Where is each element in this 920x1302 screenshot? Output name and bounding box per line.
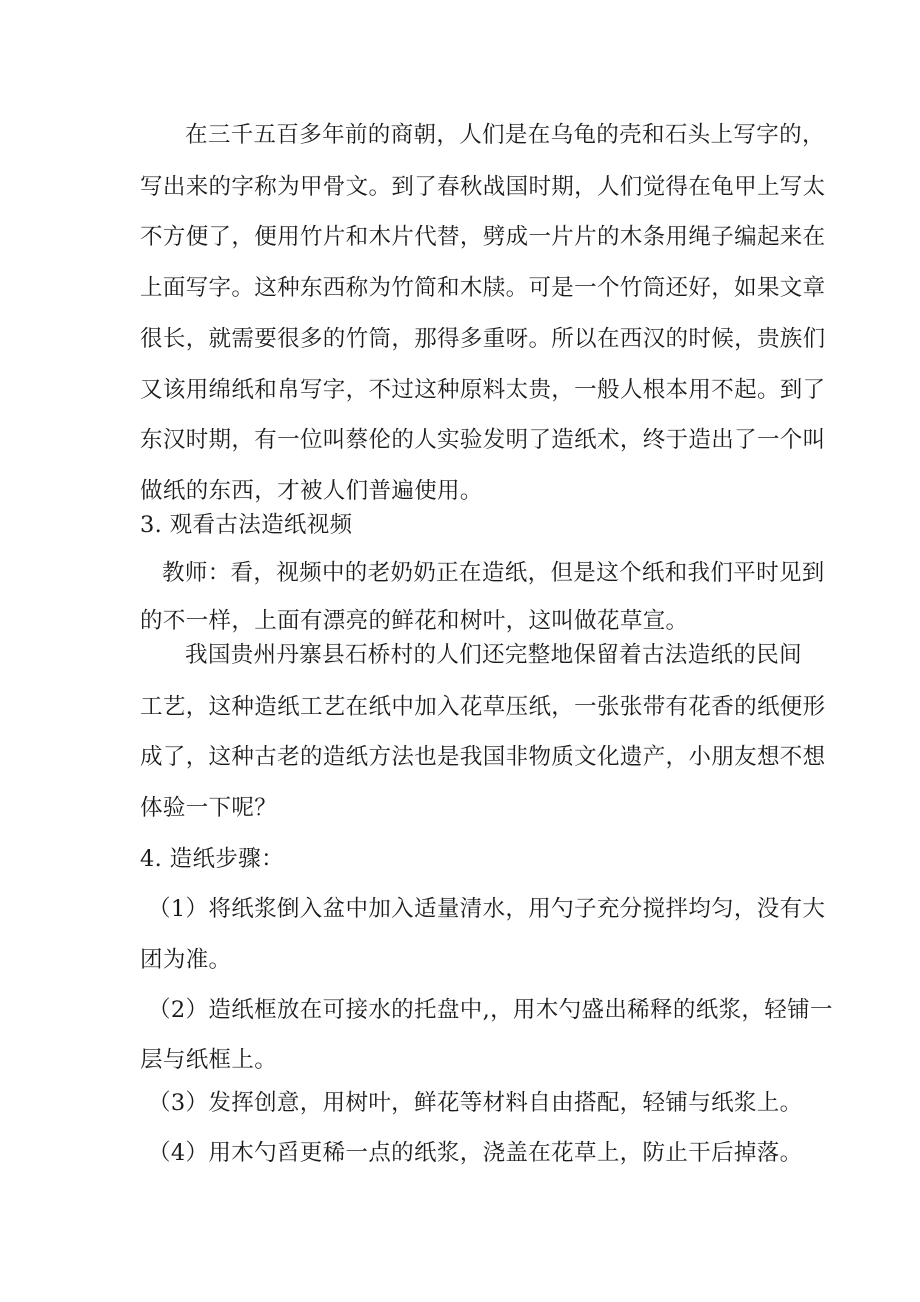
- text-line: 在三千五百多年前的商朝，人们是在乌龟的壳和石头上写字的，: [185, 122, 825, 148]
- text-line: 团为准。: [140, 947, 232, 973]
- text-line: 层与纸框上。: [140, 1047, 278, 1073]
- text-line: 写出来的字称为甲骨文。到了春秋战国时期，人们觉得在龟甲上写太: [140, 174, 826, 200]
- text-line: 上面写字。这种东西称为竹简和木牍。可是一个竹筒还好，如果文章: [140, 275, 826, 301]
- text-line: 东汉时期，有一位叫蔡伦的人实验发明了造纸术，终于造出了一个叫: [140, 427, 826, 453]
- text-line: （2）造纸框放在可接水的托盘中,，用木勺盛出稀释的纸浆，轻铺一: [148, 997, 833, 1023]
- text-line: 教师：看，视频中的老奶奶正在造纸，但是这个纸和我们平时见到: [162, 560, 825, 586]
- text-line: 不方便了，便用竹片和木片代替，劈成一片片的木条用绳子编起来在: [140, 224, 826, 250]
- text-line: 很长，就需要很多的竹筒，那得多重呀。所以在西汉的时候，贵族们: [140, 326, 826, 352]
- text-line: 我国贵州丹寨县石桥村的人们还完整地保留着古法造纸的民间: [185, 642, 802, 668]
- text-line: （3）发挥创意，用树叶，鲜花等材料自由搭配，轻铺与纸浆上。: [148, 1090, 803, 1116]
- text-line: 又该用绵纸和帛写字，不过这种原料太贵，一般人根本用不起。到了: [140, 377, 826, 403]
- text-line: 做纸的东西，才被人们普遍使用。: [140, 478, 483, 504]
- text-line: 工艺，这种造纸工艺在纸中加入花草压纸，一张张带有花香的纸便形: [140, 694, 826, 720]
- text-line: （1）将纸浆倒入盆中加入适量清水，用勺子充分搅拌均匀，没有大: [148, 896, 826, 922]
- text-line: 3. 观看古法造纸视频: [140, 512, 353, 538]
- text-line: （4）用木勺舀更稀一点的纸浆，浇盖在花草上，防止干后掉落。: [148, 1140, 803, 1166]
- text-line: 4. 造纸步骤：: [140, 846, 284, 872]
- text-line: 成了，这种古老的造纸方法也是我国非物质文化遗产，小朋友想不想: [140, 744, 826, 770]
- text-line: 体验一下呢？: [140, 795, 278, 821]
- text-line: 的不一样，上面有漂亮的鲜花和树叶，这叫做花草宣。: [140, 608, 689, 634]
